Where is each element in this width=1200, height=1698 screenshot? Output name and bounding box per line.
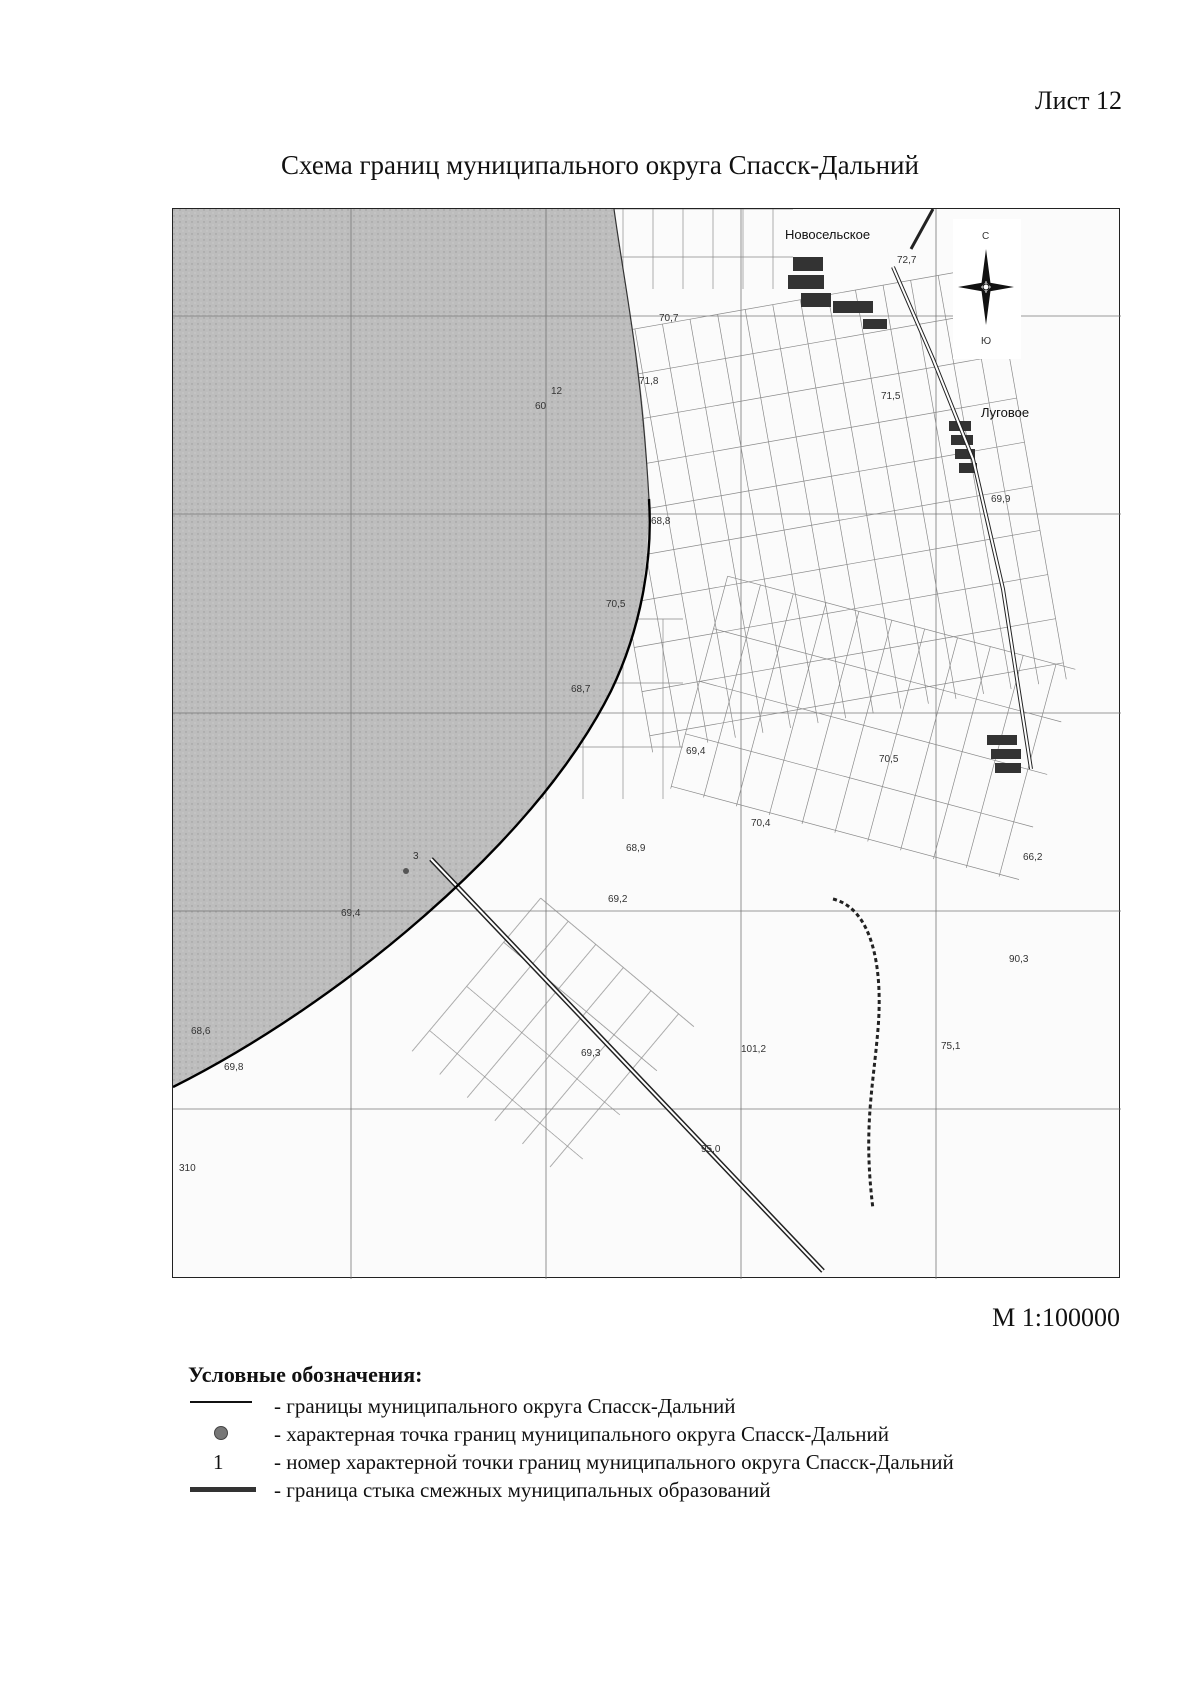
field-line [868, 629, 925, 842]
field-line [412, 898, 541, 1051]
legend-item-number [188, 1448, 1148, 1476]
field-line [690, 319, 763, 733]
field-line [704, 585, 761, 798]
compass-south-label: Ю [981, 336, 992, 347]
map-label: 68,8 [651, 516, 671, 527]
legend-item-text: - номер характерной точки границ муниципального округа Спасск-Дальний [274, 1450, 954, 1474]
field-line [541, 898, 694, 1027]
field-block [412, 898, 694, 1180]
map-label: 60 [535, 401, 547, 412]
field-block [593, 209, 793, 289]
map-label: 68,7 [571, 684, 591, 695]
field-line [650, 663, 1064, 736]
field-line [769, 603, 826, 816]
field-line [619, 486, 1033, 559]
map-label: 310 [179, 1163, 196, 1174]
field-line [855, 290, 928, 704]
sheet-number: Лист 12 [1035, 86, 1122, 115]
map-label: 69,4 [341, 908, 361, 919]
field-line [728, 576, 1076, 669]
legend-item-text: - границы муниципального округа Спасск-Дальний [274, 1394, 736, 1418]
boundary-point-number: 3 [413, 851, 419, 862]
legend-item-text: - характерная точка границ муниципального округа Спасск-Дальний [274, 1422, 890, 1446]
number-symbol: 1 [213, 1450, 224, 1474]
field-line [800, 300, 873, 714]
field-line [550, 1014, 679, 1167]
thick-line-symbol [188, 1476, 254, 1504]
map-label: 68,6 [191, 1026, 211, 1037]
field-block [671, 576, 1076, 882]
legend-heading: Условные обозначения: [188, 1362, 423, 1387]
compass-rose [953, 219, 1021, 359]
field-line [440, 921, 569, 1074]
map-label: 69,9 [991, 494, 1011, 505]
field-line [671, 786, 1019, 879]
field-line [430, 1030, 583, 1159]
field-line [685, 734, 1033, 827]
map-scale: М 1:100000 [992, 1303, 1120, 1332]
field-line [634, 575, 1048, 648]
legend-item-text: - граница стыка смежных муниципальных образований [274, 1478, 771, 1502]
field-line [828, 295, 901, 709]
map-label: 95,0 [701, 1144, 721, 1155]
legend-item-boundary [188, 1392, 1148, 1420]
map-label: 71,5 [881, 391, 901, 402]
field-line [626, 530, 1040, 603]
map-frame[interactable] [172, 208, 1120, 1278]
field-line [714, 629, 1062, 722]
map-label: 101,2 [741, 1044, 767, 1055]
gray-dot-symbol [188, 1420, 254, 1448]
map-label: 69,2 [608, 894, 628, 905]
field-line [966, 655, 1023, 868]
map-label: 71,8 [639, 376, 659, 387]
map-label: 69,8 [224, 1062, 244, 1073]
field-line [901, 638, 958, 851]
settlement-label-novoselskoe: Новосельское [785, 227, 871, 242]
field-line [718, 314, 791, 728]
map-label: 68,9 [626, 843, 646, 854]
map-label: 70,7 [659, 313, 679, 324]
page-title: Схема границ муниципального округа Спасск-Дальний [281, 150, 919, 180]
thin-line-symbol [188, 1392, 254, 1420]
map-label: 70,4 [751, 818, 771, 829]
lake-water [173, 209, 649, 1087]
field-line [933, 647, 990, 860]
map-label: 90,3 [1009, 954, 1029, 965]
compass-north-label: С [982, 231, 990, 242]
field-line [642, 619, 1056, 692]
field-line [580, 266, 994, 339]
field-line [745, 309, 818, 723]
map-label: 75,1 [941, 1041, 961, 1052]
map-label: 69,4 [686, 746, 706, 757]
legend-item-junction [188, 1476, 1148, 1504]
field-line [802, 611, 859, 824]
legend-item-point [188, 1420, 1148, 1448]
settlement-label-lugovoe: Луговое [981, 405, 1030, 420]
map-label: 12 [551, 386, 563, 397]
boundary-point-marker [403, 868, 409, 874]
field-line [773, 305, 846, 719]
field-line [736, 594, 793, 807]
field-line [662, 324, 735, 738]
field-line [699, 681, 1047, 774]
map-label: 69,3 [581, 1048, 601, 1059]
legend [188, 1362, 1148, 1504]
map-label: 66,2 [1023, 852, 1043, 863]
map-canvas[interactable] [173, 209, 1121, 1279]
field-line [835, 620, 892, 833]
map-label: 70,5 [879, 754, 899, 765]
field-line [883, 285, 956, 699]
map-label: 70,5 [606, 599, 626, 610]
map-label: 72,7 [897, 255, 917, 266]
